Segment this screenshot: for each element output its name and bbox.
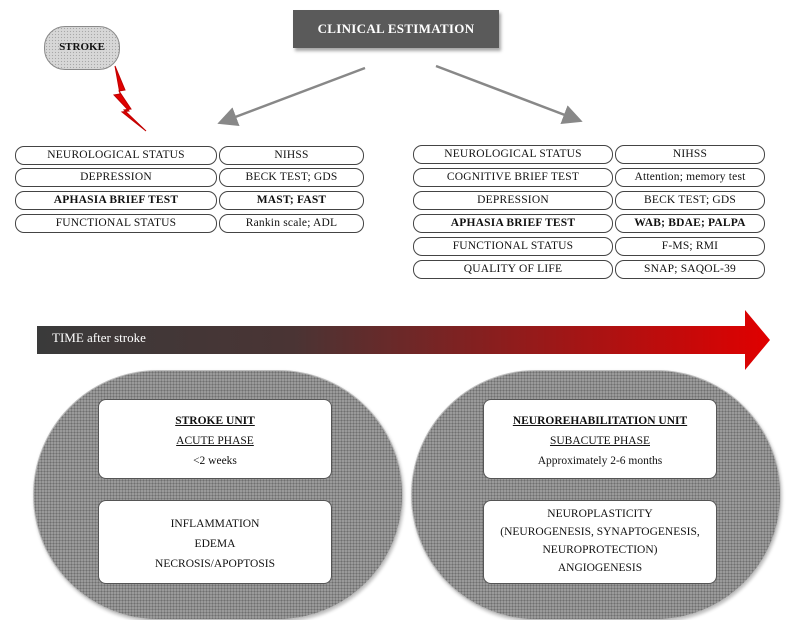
assessment-item: APHASIA BRIEF TEST — [15, 191, 217, 210]
assessment-tool: F-MS; RMI — [615, 237, 765, 256]
rehab-unit-phase: SUBACUTE PHASE — [549, 435, 650, 447]
process-item: ANGIOGENESIS — [557, 562, 643, 574]
assessment-tool: BECK TEST; GDS — [615, 191, 765, 210]
assessment-item: FUNCTIONAL STATUS — [413, 237, 613, 256]
assessment-item: DEPRESSION — [15, 168, 217, 187]
assessment-tool: NIHSS — [219, 146, 364, 165]
process-item: INFLAMMATION — [170, 518, 260, 530]
stroke-unit-duration: <2 weeks — [193, 455, 237, 467]
assessment-tool: WAB; BDAE; PALPA — [615, 214, 765, 233]
process-item: (NEUROGENESIS, SYNAPTOGENESIS, — [500, 526, 700, 538]
assessment-item: FUNCTIONAL STATUS — [15, 214, 217, 233]
assessment-tool: SNAP; SAQOL-39 — [615, 260, 765, 279]
assessment-item: APHASIA BRIEF TEST — [413, 214, 613, 233]
process-item: EDEMA — [194, 538, 236, 550]
assessment-tool: NIHSS — [615, 145, 765, 164]
assessment-item: COGNITIVE BRIEF TEST — [413, 168, 613, 187]
stroke-unit-name: STROKE UNIT — [175, 415, 255, 427]
rehab-unit-box — [483, 399, 717, 479]
time-arrow — [37, 310, 770, 370]
stroke-unit-phase: ACUTE PHASE — [176, 435, 254, 447]
assessment-tool: BECK TEST; GDS — [219, 168, 364, 187]
arrow-to-left-table — [222, 68, 365, 122]
lightning-bolt-icon — [114, 66, 146, 131]
assessment-tool: Attention; memory test — [615, 168, 765, 187]
rehab-unit-name: NEUROREHABILITATION UNIT — [512, 415, 688, 427]
time-after-stroke-label: TIME after stroke — [52, 330, 146, 345]
rehab-unit-duration: Approximately 2-6 months — [537, 455, 663, 467]
assessment-item: NEUROLOGICAL STATUS — [15, 146, 217, 165]
assessment-item: DEPRESSION — [413, 191, 613, 210]
process-item: NEUROPLASTICITY — [547, 508, 653, 520]
assessment-tool: Rankin scale; ADL — [219, 214, 364, 233]
stroke-unit-box — [98, 399, 332, 479]
assessment-item: NEUROLOGICAL STATUS — [413, 145, 613, 164]
acute-processes-box — [98, 500, 332, 584]
arrow-to-right-table — [436, 66, 578, 120]
process-item: NECROSIS/APOPTOSIS — [155, 558, 275, 570]
process-item: NEUROPROTECTION) — [542, 544, 658, 556]
assessment-tool: MAST; FAST — [219, 191, 364, 210]
subacute-processes-box — [483, 500, 717, 584]
stroke-badge: STROKE — [44, 26, 120, 70]
clinical-estimation-title: CLINICAL ESTIMATION — [293, 10, 499, 48]
assessment-item: QUALITY OF LIFE — [413, 260, 613, 279]
